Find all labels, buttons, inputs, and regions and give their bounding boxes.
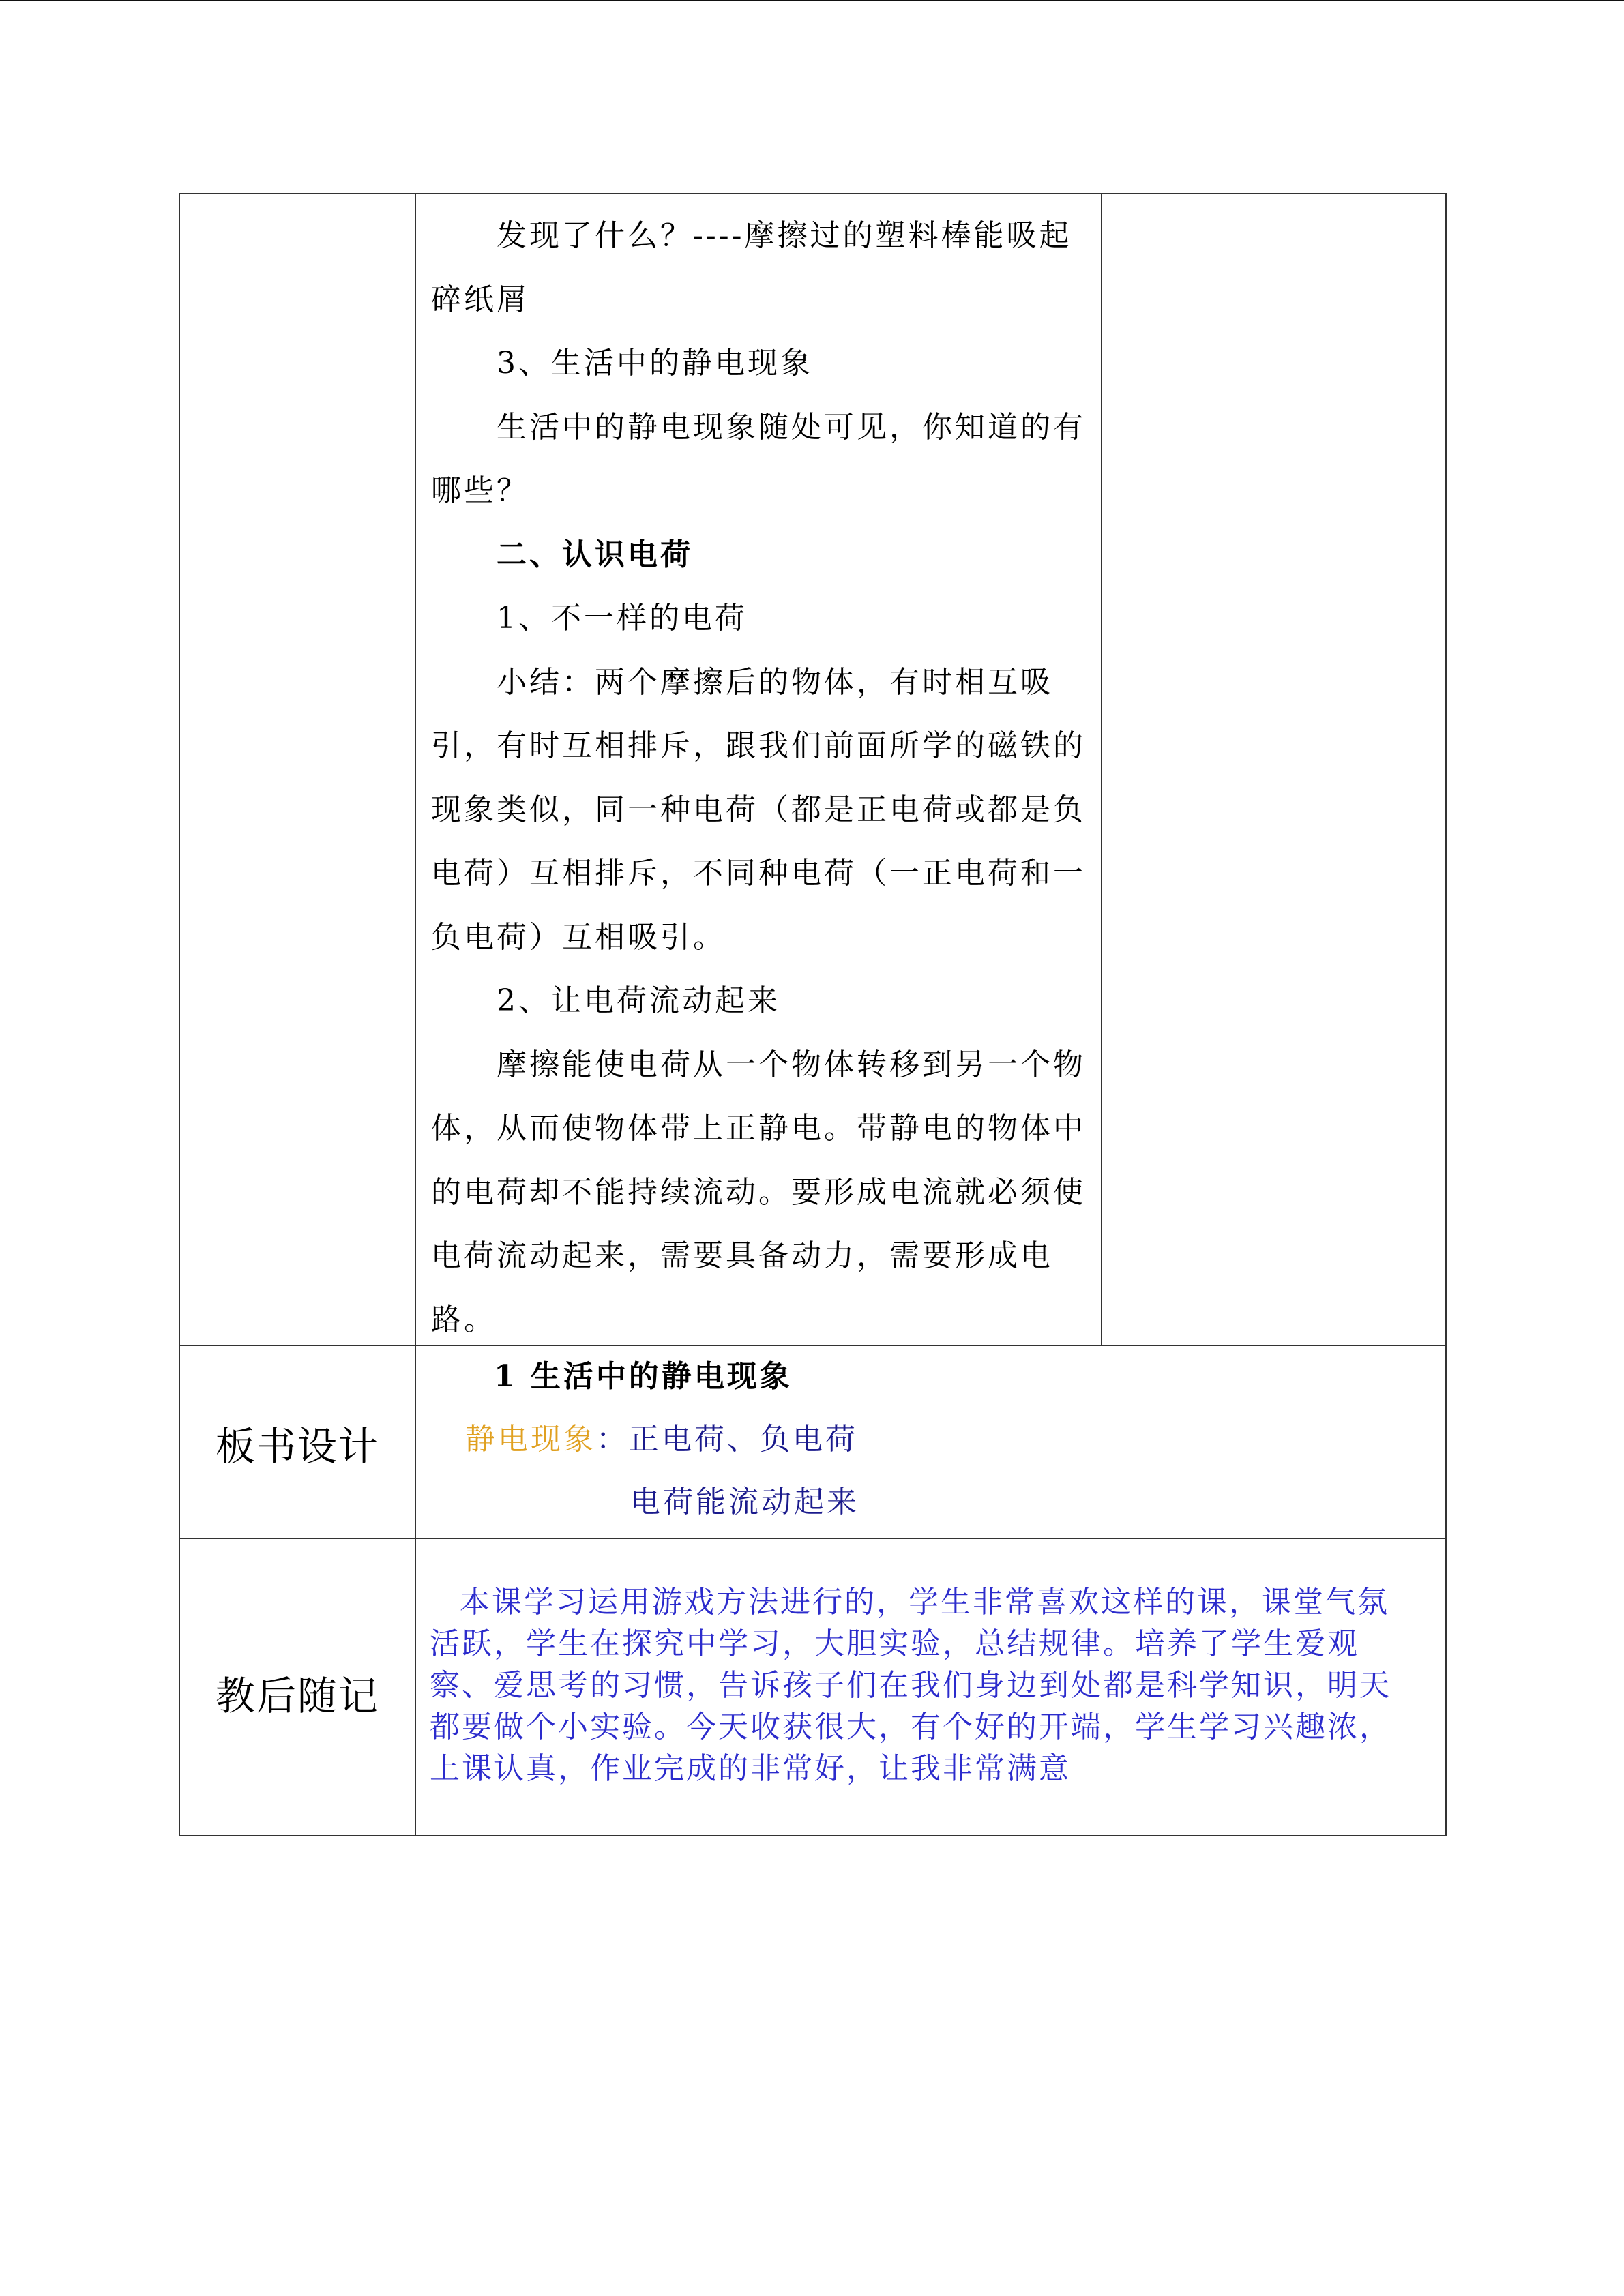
notes-label-cell [180, 1539, 415, 1836]
notes-line: 察、爱思考的习惯，告诉孩子们在我们身边到处都是科学知识，明天 [430, 1668, 1391, 1703]
section-heading: 2、让电荷流动起来 [497, 983, 780, 1018]
paragraph: 电荷流动起来，需要具备动力，需要形成电 [431, 1238, 1053, 1273]
board-line-1 [465, 1414, 858, 1458]
teaching-content [416, 194, 1101, 1352]
table-row-teaching-process [180, 194, 1445, 1345]
right-notes-cell [1102, 194, 1445, 1345]
board-design-cell [415, 1346, 1445, 1539]
paragraph: 的电荷却不能持续流动。要形成电流就必须使 [431, 1174, 1086, 1210]
board-key-term: 静电现象 [465, 1422, 596, 1457]
paragraph: 路。 [431, 1302, 497, 1337]
paragraph: 引，有时互相排斥，跟我们前面所学的磁铁的 [431, 728, 1086, 763]
notes-line: 活跃，学生在探究中学习，大胆实验，总结规律。培养了学生爱观 [430, 1626, 1359, 1661]
notes-line: 上课认真，作业完成的非常好，让我非常满意 [430, 1751, 1071, 1786]
board-separator: ： [596, 1422, 629, 1457]
notes-label: 教后随记 [215, 1673, 379, 1719]
notes-line: 本课学习运用游戏方法进行的，学生非常喜欢这样的课，课堂气氛 [460, 1585, 1389, 1620]
table-row-board-design [180, 1345, 1445, 1539]
post-lesson-notes [430, 1581, 1439, 1789]
paragraph: 生活中的静电现象随处可见，你知道的有 [497, 409, 1086, 445]
paragraph: 现象类似，同一种电荷（都是正电荷或都是负 [431, 792, 1086, 827]
teaching-content-cell [415, 194, 1102, 1345]
page-top-border [0, 0, 1624, 1]
paragraph: 摩擦能使电荷从一个物体转移到另一个物 [497, 1047, 1086, 1082]
board-line-2: 电荷能流动起来 [630, 1485, 859, 1519]
paragraph: 小结：两个摩擦后的物体，有时相互吸 [497, 664, 1053, 700]
table-row-post-lesson-notes [180, 1538, 1445, 1836]
section-heading: 3、生活中的静电现象 [497, 346, 813, 381]
paragraph: 碎纸屑 [431, 282, 529, 317]
notes-line: 都要做个小实验。今天收获很大，有个好的开端，学生学习兴趣浓， [430, 1710, 1391, 1744]
paragraph: 电荷）互相排斥，不同种电荷（一正电荷和一 [431, 856, 1086, 891]
paragraph: 发现了什么？----摩擦过的塑料棒能吸起 [497, 218, 1072, 253]
board-charges: 正电荷、负电荷 [629, 1422, 858, 1457]
section-heading: 1、不一样的电荷 [497, 601, 748, 636]
board-title: 1 生活中的静电现象 [494, 1359, 793, 1394]
notes-cell [415, 1539, 1445, 1836]
paragraph: 负电荷）互相吸引。 [431, 919, 726, 955]
board-design-label-cell [180, 1346, 415, 1539]
paragraph: 体，从而使物体带上正静电。带静电的物体中 [431, 1111, 1086, 1146]
board-design-label: 板书设计 [215, 1423, 379, 1470]
lesson-plan-table [179, 193, 1447, 1836]
section-heading: 二、认识电荷 [497, 537, 693, 572]
paragraph: 哪些？ [431, 473, 529, 508]
left-label-cell [180, 194, 415, 1345]
